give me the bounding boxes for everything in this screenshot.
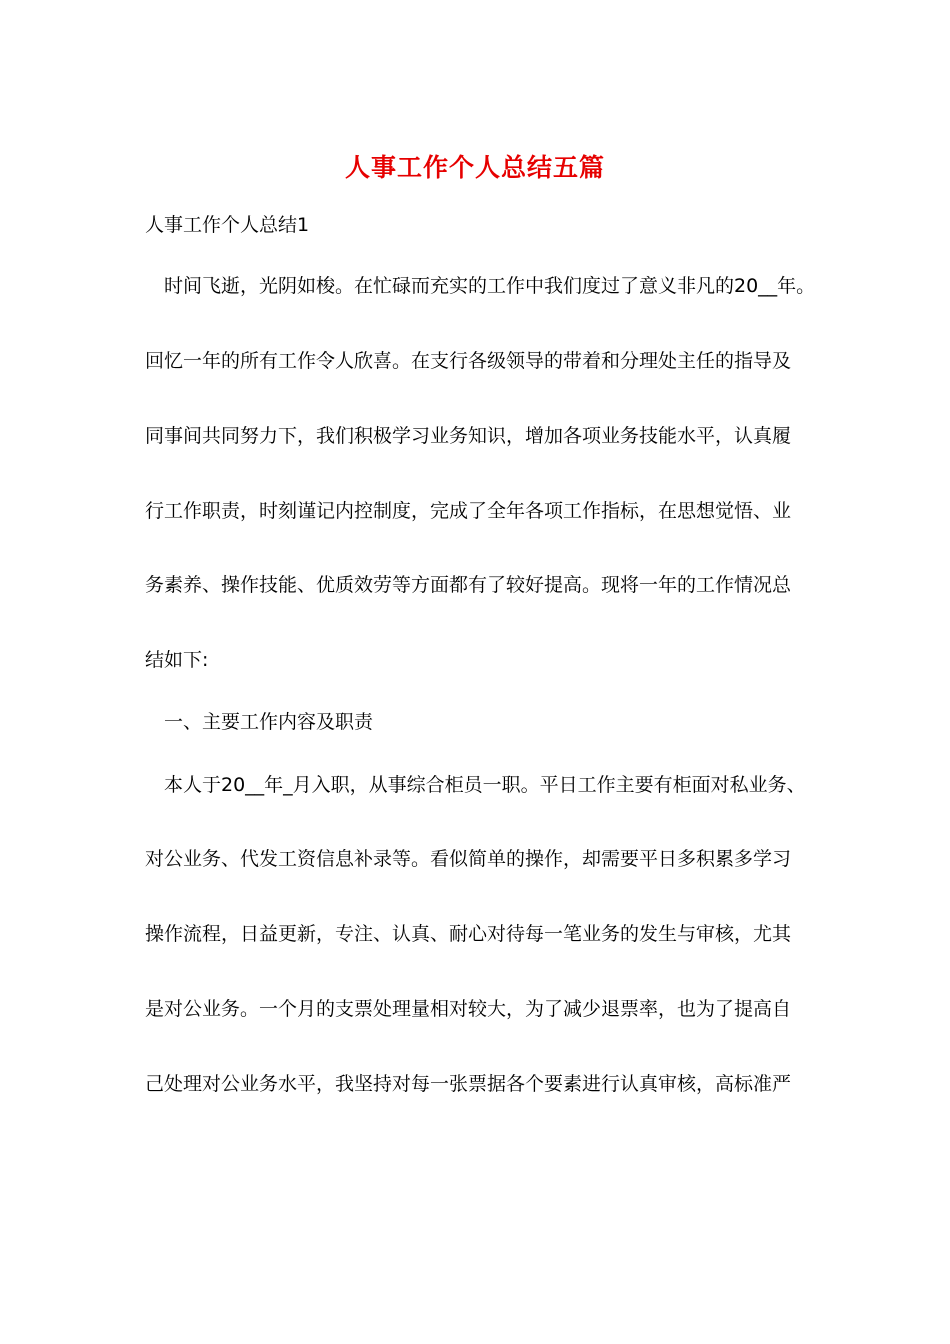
paragraph-line: 操作流程，日益更新，专注、认真、耐心对待每一笔业务的发生与审核，尤其 xyxy=(145,923,792,945)
paragraph-line: 己处理对公业务水平，我坚持对每一张票据各个要素进行认真审核，高标准严 xyxy=(145,1073,792,1095)
paragraph-line: 是对公业务。一个月的支票处理量相对较大，为了减少退票率，也为了提高自 xyxy=(145,998,792,1020)
document-title: 人事工作个人总结五篇 xyxy=(344,153,605,182)
paragraph-line: 本人于20__年_月入职，从事综合柜员一职。平日工作主要有柜面对私业务、 xyxy=(164,774,806,796)
paragraph-line: 回忆一年的所有工作令人欣喜。在支行各级领导的带着和分理处主任的指导及 xyxy=(145,350,792,372)
paragraph-line: 同事间共同努力下，我们积极学习业务知识，增加各项业务技能水平，认真履 xyxy=(145,425,792,447)
paragraph-line: 务素养、操作技能、优质效劳等方面都有了较好提高。现将一年的工作情况总 xyxy=(145,574,792,596)
section-heading: 一、主要工作内容及职责 xyxy=(164,711,374,733)
paragraph-line: 行工作职责，时刻谨记内控制度，完成了全年各项工作指标，在思想觉悟、业 xyxy=(145,500,792,522)
section-subtitle: 人事工作个人总结1 xyxy=(145,214,310,236)
paragraph-line: 结如下: xyxy=(145,649,209,671)
paragraph-line: 时间飞逝，光阴如梭。在忙碌而充实的工作中我们度过了意义非凡的20__年。 xyxy=(164,275,816,297)
paragraph-line: 对公业务、代发工资信息补录等。看似简单的操作，却需要平日多积累多学习 xyxy=(145,848,792,870)
